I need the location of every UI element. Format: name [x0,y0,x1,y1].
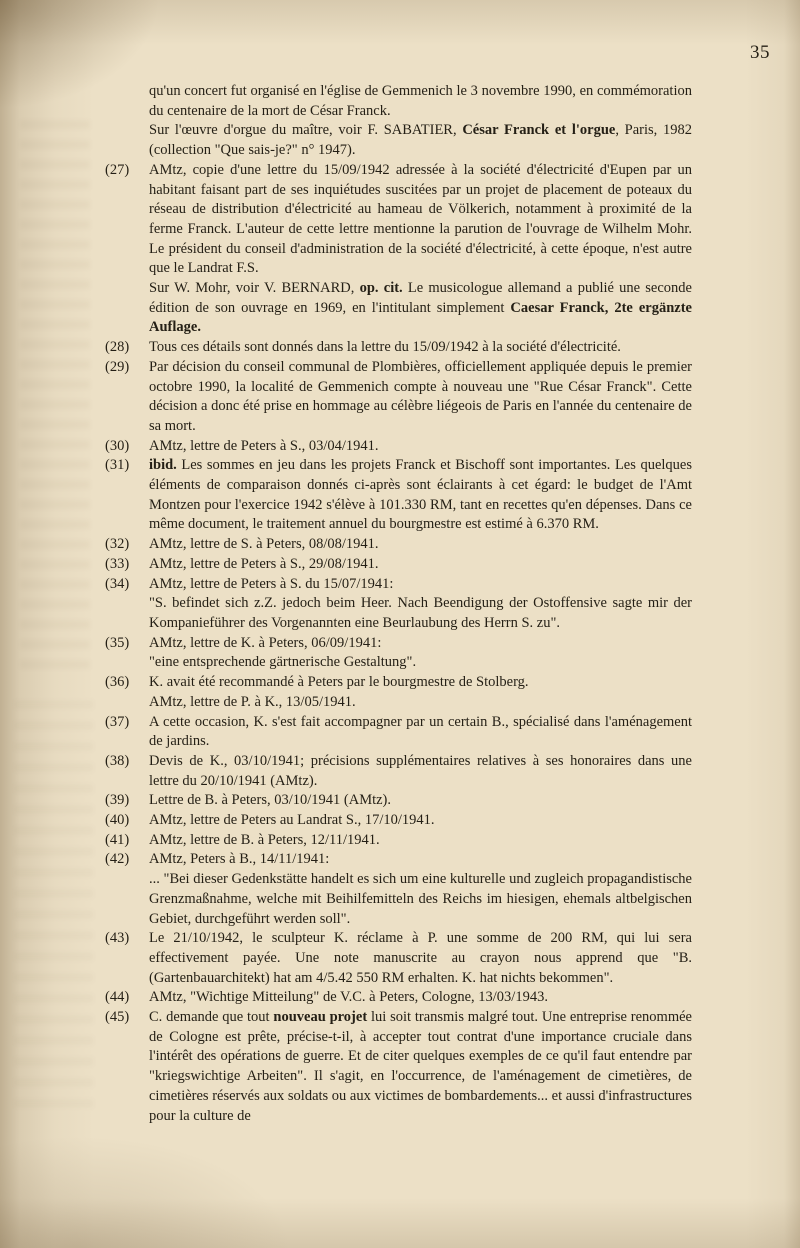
footnote-number: (45) [105,1009,130,1026]
footnote [105,358,692,437]
bleedthrough-artifact [20,120,90,680]
footnote-text: A cette occasion, K. s'est fait accompagner par un certain B., spécialisé dans l'aménagement de jardins. [149,713,692,750]
footnote-text: ... "Bei dieser Gedenkstätte handelt es sich um eine kulturelle und zugleich propagandistische Grenzmaßnahme, welche mit Beihilfemitteln des Reichs im hiesigen, ehemals altbelgischen Gebiet, durchgeführt werden soll". [149,871,692,927]
footnote-paragraph [149,161,692,279]
footnote-text: Sur l'œuvre d'orgue du maître, voir F. SABATIER, [149,122,463,139]
footnote-paragraph [149,456,692,535]
footnote-paragraph [149,653,692,673]
footnote [105,831,692,851]
footnote-paragraph [149,437,692,457]
footnote [105,437,692,457]
footnote [105,575,692,634]
footnote-paragraph [149,358,692,437]
footnote-number: (28) [105,339,130,356]
footnote-body [149,713,692,752]
footnote-text: AMtz, lettre de S. à Peters, 08/08/1941. [149,536,379,553]
footnote-body [149,831,692,851]
footnote-text: Le 21/10/1942, le sculpteur K. réclame à P. une somme de 200 RM, qui lui sera effectivement payée. Une note manuscrite au crayon nous apprend que "B. (Gartenbauarchitekt) hat am 4/5.42 550 RM erhalten. K. hat nichts bekommen". [149,930,692,986]
footnote-paragraph [149,82,692,121]
footnote-paragraph [149,673,692,693]
footnote-paragraph [149,988,692,1008]
footnote-body [149,673,692,712]
footnote-text: AMtz, lettre de Peters à S., 29/08/1941. [149,555,379,572]
footnote [105,634,692,673]
footnote-body [149,988,692,1008]
footnote-text: C. demande que tout [149,1009,274,1026]
footnote-text: Par décision du conseil communal de Plombières, officiellement appliquée depuis le premier octobre 1990, la localité de Gemmenich compte à nouveau une "Rue César Franck". Cette décision a donc été prise en hommage au célèbre liégeois de Paris en l'année du centenaire de sa mort. [149,358,692,434]
footnote-text: Sur W. Mohr, voir V. BERNARD, [149,280,360,297]
footnote-text: Tous ces détails sont donnés dans la lettre du 15/09/1942 à la société d'électricité. [149,339,621,356]
footnote [105,673,692,712]
footnote-body [149,575,692,634]
footnote-paragraph [149,575,692,595]
footnote-paragraph [149,850,692,870]
footnote-body [149,456,692,535]
footnote-number: (38) [105,752,130,769]
footnote-body [149,358,692,437]
footnote [105,535,692,555]
footnote [105,161,692,338]
footnote-text: AMtz, lettre de P. à K., 13/05/1941. [149,693,356,710]
footnote-body [149,850,692,929]
footnote-number: (27) [105,161,130,178]
footnote-text: AMtz, lettre de K. à Peters, 06/09/1941: [149,634,382,651]
footnote-text: AMtz, lettre de B. à Peters, 12/11/1941. [149,831,380,848]
footnote-text-bold: nouveau projet [273,1009,368,1026]
footnote-text: qu'un concert fut organisé en l'église de Gemmenich le 3 novembre 1990, en commémoration du centenaire de la mort de César Franck. [149,83,692,119]
footnote-text: "S. befindet sich z.Z. jedoch beim Heer. Nach Beendigung der Ostoffensive sagte mir der Kompanieführer des Vorgenannten eine Beurlaubung des Herrn S. zu". [149,595,692,631]
footnote-text: "eine entsprechende gärtnerische Gestaltung". [149,654,417,671]
footnote-paragraph [149,693,692,713]
footnote-body [149,555,692,575]
footnote-paragraph [149,121,692,160]
page-number: 35 [750,42,770,63]
footnote-number: (31) [105,457,130,474]
footnote [105,811,692,831]
footnote-paragraph [149,870,692,929]
footnote-text: , Paris, 1982 (collection "Que sais-je?" n° 1947). [149,122,693,159]
footnote [105,752,692,791]
footnote-body [149,634,692,673]
footnote-body [149,338,692,358]
footnote-number: (33) [105,555,130,572]
footnote-number: (40) [105,812,130,829]
footnote-text: Lettre de B. à Peters, 03/10/1941 (AMtz). [149,792,392,809]
footnotes-list [105,82,692,1126]
footnote-text: Le musicologue allemand a publié une seconde édition de son ouvrage en 1969, en l'intitulant simplement [149,280,692,316]
footnote-paragraph [149,279,692,338]
footnote-paragraph [149,338,692,358]
footnote-paragraph [149,752,692,791]
footnote-text: Les sommes en jeu dans les projets Franck et Bischoff sont importantes. Les quelques éléments de comparaison donnés ci-après sont éclairants à cet égard: le budget de l'Amt Montzen pour l'exercice 1942 s'élève à 101.330 RM, tant en recettes qu'en dépenses. Dans ce même document, le traitement annuel du bourgmestre est estimé à 6.370 RM. [149,457,692,533]
footnote-text-bold: ibid. [149,457,177,474]
footnote-paragraph [149,811,692,831]
footnote-number: (39) [105,792,130,809]
footnote-body [149,82,692,161]
bleedthrough-artifact [14,700,94,1120]
footnote [105,929,692,988]
footnote-text: Devis de K., 03/10/1941; précisions supplémentaires relatives à ses honoraires dans une lettre du 20/10/1941 (AMtz). [149,752,692,789]
footnote-number: (42) [105,851,130,868]
footnote-text: AMtz, lettre de Peters au Landrat S., 17/10/1941. [149,812,435,829]
footnote [105,1008,692,1126]
footnote-text-bold: op. cit. [359,280,403,297]
footnote-body [149,929,692,988]
footnote-text: AMtz, lettre de Peters à S., 03/04/1941. [149,437,379,454]
footnote-number: (34) [105,575,130,592]
footnote [105,82,692,161]
footnote-number: (43) [105,930,130,947]
footnote-text: AMtz, copie d'une lettre du 15/09/1942 adressée à la société d'électricité d'Eupen par un habitant faisant part de ses inquiétudes suscitées par un projet de placement de poteaux du réseau de distribution d'électricité au hameau de Völkerich, notamment à proximité de la ferme Franck. L'auteur de cette lettre mentionne la parution de l'ouvrage de Wilhelm Mohr. Le président du conseil d'administration de la société d'électricité, à cette époque, n'est autre que le Landrat F.S. [149,161,692,277]
footnote-body [149,752,692,791]
footnote-number: (35) [105,634,130,651]
footnote-paragraph [149,1008,692,1126]
footnote [105,713,692,752]
footnote-body [149,437,692,457]
footnote-paragraph [149,594,692,633]
footnote-paragraph [149,929,692,988]
footnote-number: (37) [105,713,130,730]
footnote-number: (30) [105,437,130,454]
footnote [105,988,692,1008]
footnote-paragraph [149,555,692,575]
footnote-number: (44) [105,989,130,1006]
footnote-paragraph [149,634,692,654]
footnote-paragraph [149,831,692,851]
footnote-number: (36) [105,674,130,691]
footnote-text: AMtz, "Wichtige Mitteilung" de V.C. à Peters, Cologne, 13/03/1943. [149,989,548,1006]
footnote-body [149,161,692,338]
footnote-number: (29) [105,358,130,375]
footnote-body [149,811,692,831]
footnote-paragraph [149,713,692,752]
footnote [105,555,692,575]
footnote-body [149,1008,692,1126]
footnote-body [149,791,692,811]
footnote [105,850,692,929]
footnote [105,791,692,811]
footnote-text: AMtz, lettre de Peters à S. du 15/07/1941: [149,575,394,592]
footnote-number: (41) [105,831,130,848]
footnote-text: lui soit transmis malgré tout. Une entreprise renommée de Cologne est prête, précise-t-il, à accepter tout contrat d'une importance cruciale dans l'intérêt des opérations de guerre. Et de citer quelques exemples de ce qu'il faut entendre par "kriegswichtige Arbeiten". Il s'agit, en l'occurrence, de l'aménagement de cimetières, de cimetières réservés aux soldats ou aux victimes de bombardements... et aussi d'infrastructures pour la culture de [149,1009,692,1124]
footnote-text: K. avait été recommandé à Peters par le bourgmestre de Stolberg. [149,674,529,691]
footnote [105,338,692,358]
footnote-text-bold: César Franck et l'orgue [462,122,616,139]
footnote-text-bold: Caesar Franck, 2te ergänzte Auflage. [149,299,692,336]
footnote-paragraph [149,535,692,555]
footnote-paragraph [149,791,692,811]
footnote-text: AMtz, Peters à B., 14/11/1941: [149,851,330,868]
footnote-number: (32) [105,536,130,553]
footnote-body [149,535,692,555]
footnote [105,456,692,535]
